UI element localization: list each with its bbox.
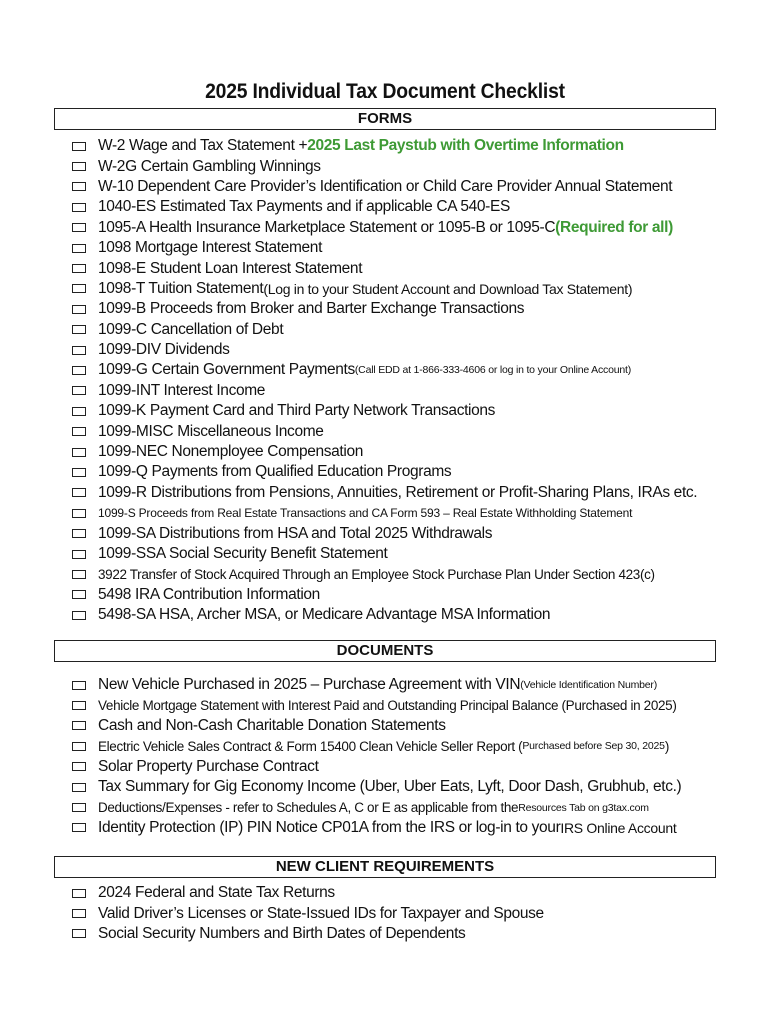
- checkbox[interactable]: [72, 284, 86, 293]
- checklist-item-5498sa: 5498-SA HSA, Archer MSA, or Medicare Advantage MSA Information: [72, 605, 732, 625]
- checkbox[interactable]: [72, 701, 86, 710]
- checklist-item-deductions: Deductions/Expenses - refer to Schedules A, C or E as applicable from the Resources Tab on g3tax.com: [72, 797, 732, 817]
- forms-list: [72, 136, 732, 625]
- checkbox[interactable]: [72, 570, 86, 579]
- checkbox[interactable]: [72, 742, 86, 751]
- checklist-item-ids: Valid Driver’s Licenses or State-Issued IDs for Taxpayer and Spouse: [72, 903, 732, 923]
- checklist-item-5498: 5498 IRA Contribution Information: [72, 585, 732, 605]
- checkbox[interactable]: [72, 305, 86, 314]
- checkbox[interactable]: [72, 366, 86, 375]
- checklist-item-w2: W-2 Wage and Tax Statement + 2025 Last Paystub with Overtime Information: [72, 136, 732, 156]
- checkbox[interactable]: [72, 590, 86, 599]
- checkbox[interactable]: [72, 182, 86, 191]
- checklist-item-ev: Electric Vehicle Sales Contract & Form 15400 Clean Vehicle Seller Report ( Purchased before Sep 30, 2025 ): [72, 736, 732, 756]
- checklist-item-1095: 1095-A Health Insurance Marketplace Statement or 1095-B or 1095-C (Required for all): [72, 218, 732, 238]
- checklist-item-w10: W-10 Dependent Care Provider’s Identification or Child Care Provider Annual Statement: [72, 177, 732, 197]
- checkbox[interactable]: [72, 264, 86, 273]
- checklist-item-1099q: 1099-Q Payments from Qualified Education Programs: [72, 462, 732, 482]
- checkbox[interactable]: [72, 611, 86, 620]
- checkbox[interactable]: [72, 203, 86, 212]
- checkbox[interactable]: [72, 162, 86, 171]
- checkbox[interactable]: [72, 889, 86, 898]
- checklist-item-1098: 1098 Mortgage Interest Statement: [72, 238, 732, 258]
- checklist-item-1040es: 1040-ES Estimated Tax Payments and if applicable CA 540-ES: [72, 197, 732, 217]
- checkbox[interactable]: [72, 529, 86, 538]
- checkbox[interactable]: [72, 244, 86, 253]
- page-title: 2025 Individual Tax Document Checklist: [205, 80, 565, 103]
- checkbox[interactable]: [72, 823, 86, 832]
- checklist-item-1099int: 1099-INT Interest Income: [72, 381, 732, 401]
- checklist-item-1099ssa: 1099-SSA Social Security Benefit Statement: [72, 544, 732, 564]
- checklist-item-ssn: Social Security Numbers and Birth Dates of Dependents: [72, 924, 732, 944]
- checkbox[interactable]: [72, 223, 86, 232]
- documents-list: [72, 675, 732, 838]
- checkbox[interactable]: [72, 325, 86, 334]
- checkbox[interactable]: [72, 509, 86, 518]
- checklist-item-1099nec: 1099-NEC Nonemployee Compensation: [72, 442, 732, 462]
- checkbox[interactable]: [72, 721, 86, 730]
- checklist-item-1099s: 1099-S Proceeds from Real Estate Transactions and CA Form 593 – Real Estate Withholding Statement: [72, 503, 732, 523]
- checklist-item-1099div: 1099-DIV Dividends: [72, 340, 732, 360]
- checklist-item-vehicle-mortgage: Vehicle Mortgage Statement with Interest Paid and Outstanding Principal Balance (Purchased in 2025): [72, 695, 732, 715]
- checklist-item-1099b: 1099-B Proceeds from Broker and Barter Exchange Transactions: [72, 299, 732, 319]
- checklist-item-w2g: W-2G Certain Gambling Winnings: [72, 156, 732, 176]
- checkbox[interactable]: [72, 762, 86, 771]
- checklist-item-1099misc: 1099-MISC Miscellaneous Income: [72, 421, 732, 441]
- checklist-item-1099r: 1099-R Distributions from Pensions, Annuities, Retirement or Profit-Sharing Plans, IRAs etc.: [72, 483, 732, 503]
- checklist-item-1099c: 1099-C Cancellation of Debt: [72, 320, 732, 340]
- checklist-item-charity: Cash and Non-Cash Charitable Donation Statements: [72, 716, 732, 736]
- checklist-item-1098e: 1098-E Student Loan Interest Statement: [72, 258, 732, 278]
- checkbox[interactable]: [72, 681, 86, 690]
- checkbox[interactable]: [72, 346, 86, 355]
- checkbox[interactable]: [72, 407, 86, 416]
- checkbox[interactable]: [72, 386, 86, 395]
- checklist-item-vehicle: New Vehicle Purchased in 2025 – Purchase Agreement with VIN (Vehicle Identification Number): [72, 675, 732, 695]
- checklist-item-1098t: 1098-T Tuition Statement (Log in to your Student Account and Download Tax Statement): [72, 279, 732, 299]
- checkbox[interactable]: [72, 909, 86, 918]
- checkbox[interactable]: [72, 783, 86, 792]
- forms-section-header: FORMS: [54, 108, 716, 130]
- checklist-item-1099g: 1099-G Certain Government Payments (Call EDD at 1-866-333-4606 or log in to your Online Account): [72, 360, 732, 380]
- documents-section-header: DOCUMENTS: [54, 640, 716, 662]
- checklist-item-3922: 3922 Transfer of Stock Acquired Through an Employee Stock Purchase Plan Under Section 423(c): [72, 564, 732, 584]
- checkbox[interactable]: [72, 142, 86, 151]
- new-client-section-header: NEW CLIENT REQUIREMENTS: [54, 856, 716, 878]
- checklist-item-solar: Solar Property Purchase Contract: [72, 757, 732, 777]
- checkbox[interactable]: [72, 803, 86, 812]
- checkbox[interactable]: [72, 427, 86, 436]
- checklist-item-gig: Tax Summary for Gig Economy Income (Uber, Uber Eats, Lyft, Door Dash, Grubhub, etc.): [72, 777, 732, 797]
- checkbox[interactable]: [72, 448, 86, 457]
- checklist-item-1099k: 1099-K Payment Card and Third Party Network Transactions: [72, 401, 732, 421]
- checkbox[interactable]: [72, 488, 86, 497]
- checklist-item-prior-returns: 2024 Federal and State Tax Returns: [72, 883, 732, 903]
- checkbox[interactable]: [72, 468, 86, 477]
- checkbox[interactable]: [72, 929, 86, 938]
- checkbox[interactable]: [72, 550, 86, 559]
- new-client-list: [72, 883, 732, 944]
- checklist-item-ip-pin: Identity Protection (IP) PIN Notice CP01A from the IRS or log-in to your IRS Online Account: [72, 818, 732, 838]
- checklist-item-1099sa: 1099-SA Distributions from HSA and Total 2025 Withdrawals: [72, 523, 732, 543]
